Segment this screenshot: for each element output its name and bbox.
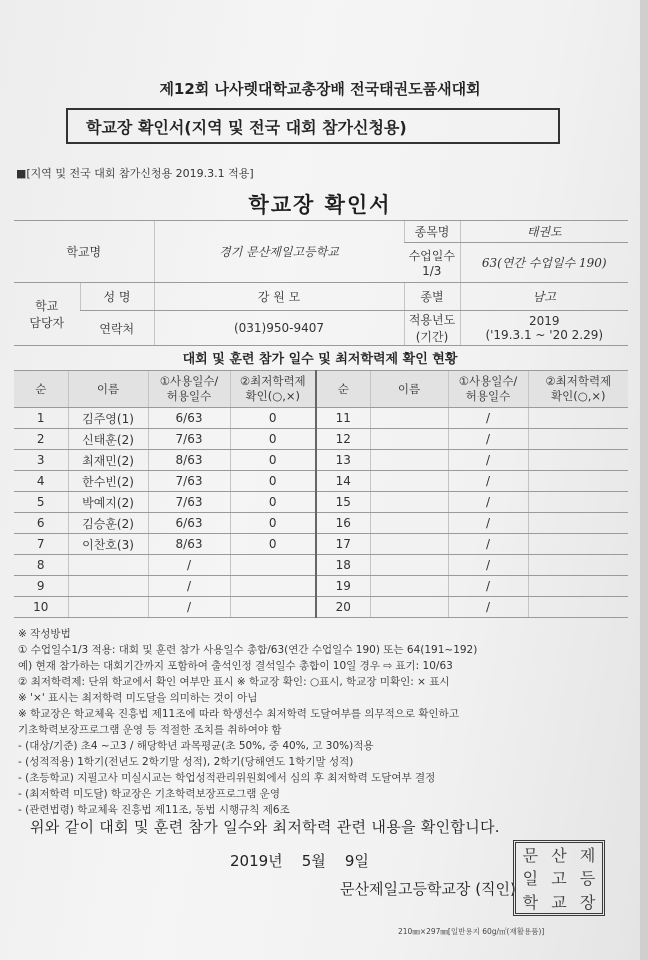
row-no-right: 11 <box>316 408 370 429</box>
school-value: 경기 문산제일고등학교 <box>154 221 404 283</box>
contest-title: 제12회 나사렛대학교총장배 전국태권도품새대회 <box>159 80 481 98</box>
contact-value: (031)950-9407 <box>154 311 404 346</box>
name-label: 성 명 <box>80 283 154 311</box>
contact-label: 연락처 <box>80 311 154 346</box>
date-day: 9일 <box>344 852 369 870</box>
seal-char: 교 <box>551 892 567 912</box>
row-no: 5 <box>14 492 68 513</box>
gender-label: 종별 <box>404 283 460 311</box>
row-name-right <box>370 534 448 555</box>
table-row <box>14 471 628 492</box>
year-label <box>404 311 460 346</box>
row-days-right: / <box>448 408 528 429</box>
table-row <box>14 576 628 597</box>
event-value: 태권도 <box>460 221 628 243</box>
row-name-right <box>370 408 448 429</box>
participants-table <box>14 370 628 618</box>
row-days-right: / <box>448 597 528 618</box>
row-no-right: 12 <box>316 429 370 450</box>
row-days: 7/63 <box>148 492 230 513</box>
row-academic-right <box>528 492 628 513</box>
row-no: 8 <box>14 555 68 576</box>
boxed-title <box>66 108 560 144</box>
principal-signature <box>340 878 516 899</box>
row-days-right: / <box>448 534 528 555</box>
col-days-right-line1: ①사용일수/ <box>458 374 518 388</box>
row-days-right: / <box>448 513 528 534</box>
days-label <box>404 243 460 283</box>
year-value <box>460 311 628 346</box>
col-days-right <box>448 371 528 408</box>
note-line: ① 수업일수1/3 적용: 대회 및 훈련 참가 사용일수 총합/63(연간 수업일수 190) 또는 64(191~192) <box>18 644 478 656</box>
row-no: 4 <box>14 471 68 492</box>
page-edge-shadow <box>640 0 648 960</box>
note-line: ※ '×' 표시는 최저학력 미도달을 의미하는 것이 아님 <box>18 692 258 704</box>
row-academic: 0 <box>230 408 316 429</box>
table-row <box>14 429 628 450</box>
row-no: 9 <box>14 576 68 597</box>
row-name: 김주영(1) <box>68 408 148 429</box>
manager-label-line1: 학교 <box>35 299 59 313</box>
row-days: 6/63 <box>148 513 230 534</box>
table-row <box>14 555 628 576</box>
name-value: 강 원 모 <box>154 283 404 311</box>
document-title: 학교장 확인서 <box>248 193 392 217</box>
school-seal-stamp <box>513 840 605 916</box>
row-no: 7 <box>14 534 68 555</box>
paper-size-footer: 210㎜×297㎜[일반용지 60g/㎡(재활용품)] <box>398 927 545 936</box>
row-name: 한수빈(2) <box>68 471 148 492</box>
note-line: ② 최저학력제: 단위 학교에서 확인 여부만 표시 ※ 학교장 확인: ○표시, 학교장 미확인: × 표시 <box>18 676 450 688</box>
note-line: - (관련법령) 학교체육 진흥법 제11조, 동법 시행규칙 제6조 <box>18 804 290 816</box>
school-info-table <box>14 220 628 346</box>
row-no-right: 13 <box>316 450 370 471</box>
seal-char: 산 <box>551 846 567 866</box>
note-line: - (최저학력 미도달) 학교장은 기초학력보장프로그램 운영 <box>18 788 280 800</box>
note-line: 기초학력보장프로그램 운영 등 적절한 조치를 취하여야 함 <box>18 724 282 736</box>
seal-char: 제 <box>579 846 596 866</box>
year-value-line2: ('19.3.1 ~ '20 2.29) <box>485 328 604 342</box>
form-reference: ■[지역 및 전국 대회 참가신청용 2019.3.1 적용] <box>16 167 254 180</box>
row-academic-right <box>528 576 628 597</box>
principal-suffix: (직인) <box>475 880 516 898</box>
row-no: 2 <box>14 429 68 450</box>
table-row <box>14 534 628 555</box>
row-academic: 0 <box>230 513 316 534</box>
row-academic: 0 <box>230 534 316 555</box>
row-name-right <box>370 492 448 513</box>
date-month: 5월 <box>301 852 326 870</box>
school-label: 학교명 <box>14 221 154 283</box>
row-days: 7/63 <box>148 471 230 492</box>
confirmation-statement: 위와 같이 대회 및 훈련 참가 일수와 최저학력 관련 내용을 확인합니다. <box>30 818 500 836</box>
col-no-right: 순 <box>316 371 370 408</box>
row-days: 8/63 <box>148 534 230 555</box>
row-academic-right <box>528 450 628 471</box>
manager-label-line2: 담당자 <box>29 316 65 330</box>
row-days: 7/63 <box>148 429 230 450</box>
event-label: 종목명 <box>404 221 460 243</box>
row-academic: 0 <box>230 429 316 450</box>
col-academic-right-line1: ②최저학력제 <box>545 374 612 388</box>
row-name-right <box>370 450 448 471</box>
row-no: 10 <box>14 597 68 618</box>
table-row <box>14 450 628 471</box>
row-no-right: 17 <box>316 534 370 555</box>
row-name-right <box>370 597 448 618</box>
row-academic <box>230 555 316 576</box>
col-name: 이름 <box>68 371 148 408</box>
row-days: 6/63 <box>148 408 230 429</box>
table-row <box>14 597 628 618</box>
gender-value: 남고 <box>460 283 628 311</box>
row-days: / <box>148 576 230 597</box>
row-academic-right <box>528 534 628 555</box>
principal-name: 문산제일고등학교장 <box>340 880 471 898</box>
col-name-right: 이름 <box>370 371 448 408</box>
days-label-line1: 수업일수 <box>408 249 455 263</box>
year-label-line2: (기간) <box>415 330 449 344</box>
row-days-right: / <box>448 492 528 513</box>
row-academic-right <box>528 429 628 450</box>
row-no-right: 18 <box>316 555 370 576</box>
row-days-right: / <box>448 450 528 471</box>
row-name: 김승훈(2) <box>68 513 148 534</box>
note-line: 예) 현재 참가하는 대회기간까지 포함하여 출석인정 결석일수 총합이 10일 경우 ⇨ 표기: 10/63 <box>18 660 453 672</box>
row-no-right: 20 <box>316 597 370 618</box>
row-no-right: 15 <box>316 492 370 513</box>
col-days-line1: ①사용일수/ <box>159 374 219 388</box>
table-row <box>14 513 628 534</box>
col-days-right-line2: 허용일수 <box>465 389 511 403</box>
manager-label <box>14 283 80 346</box>
row-academic <box>230 597 316 618</box>
note-line: - (대상/기준) 초4 ~고3 / 해당학년 과목평균(초 50%, 중 40%, 고 30%)적용 <box>18 740 374 752</box>
row-name-right <box>370 429 448 450</box>
row-name: 신태훈(2) <box>68 429 148 450</box>
row-academic-right <box>528 555 628 576</box>
row-days-right: / <box>448 555 528 576</box>
seal-char: 고 <box>551 869 567 889</box>
col-days-line2: 허용일수 <box>166 389 212 403</box>
row-academic-right <box>528 471 628 492</box>
section-title: 대회 및 훈련 참가 일수 및 최저학력제 확인 현황 <box>182 352 458 367</box>
col-days <box>148 371 230 408</box>
year-label-line1: 적용년도 <box>408 313 456 327</box>
row-academic: 0 <box>230 450 316 471</box>
row-no-right: 19 <box>316 576 370 597</box>
seal-char: 학 <box>522 892 539 912</box>
row-name-right <box>370 513 448 534</box>
days-label-line2: 1/3 <box>422 264 442 278</box>
col-academic-line1: ②최저학력제 <box>239 374 306 388</box>
row-name: 이찬호(3) <box>68 534 148 555</box>
notes-heading: ※ 작성방법 <box>18 628 71 640</box>
seal-char: 등 <box>579 869 596 889</box>
row-academic: 0 <box>230 471 316 492</box>
row-days-right: / <box>448 471 528 492</box>
row-academic-right <box>528 408 628 429</box>
row-name <box>68 555 148 576</box>
row-no-right: 14 <box>316 471 370 492</box>
row-no: 1 <box>14 408 68 429</box>
col-no: 순 <box>14 371 68 408</box>
row-days: / <box>148 597 230 618</box>
note-line: - (초등학교) 지필고사 미실시교는 학업성적관리위원회에서 심의 후 최저학력 도달여부 결정 <box>18 772 436 784</box>
note-line: - (성적적용) 1학기(전년도 2학기말 성적), 2학기(당해연도 1학기말 성적) <box>18 756 354 768</box>
row-academic: 0 <box>230 492 316 513</box>
col-academic-right <box>528 371 628 408</box>
row-name-right <box>370 471 448 492</box>
row-days: / <box>148 555 230 576</box>
note-line: ※ 학교장은 학교체육 진흥법 제11조에 따라 학생선수 최저학력 도달여부를 의무적으로 확인하고 <box>18 708 459 720</box>
col-academic <box>230 371 316 408</box>
row-no: 3 <box>14 450 68 471</box>
row-days-right: / <box>448 429 528 450</box>
row-academic <box>230 576 316 597</box>
col-academic-line2: 확인(○,×) <box>245 389 301 403</box>
col-academic-right-line2: 확인(○,×) <box>550 389 606 403</box>
year-value-line1: 2019 <box>528 314 560 328</box>
row-days-right: / <box>448 576 528 597</box>
seal-char: 일 <box>522 869 539 889</box>
days-value: 63(연간 수업일수 190) <box>460 243 628 283</box>
row-name-right <box>370 555 448 576</box>
row-name: 박예지(2) <box>68 492 148 513</box>
row-days: 8/63 <box>148 450 230 471</box>
row-name <box>68 597 148 618</box>
issue-date <box>230 850 369 871</box>
table-row <box>14 408 628 429</box>
row-no-right: 16 <box>316 513 370 534</box>
table-row <box>14 492 628 513</box>
seal-char: 장 <box>579 892 596 912</box>
row-no: 6 <box>14 513 68 534</box>
boxed-title-text: 학교장 확인서(지역 및 전국 대회 참가신청용) <box>86 117 407 137</box>
row-name <box>68 576 148 597</box>
row-academic-right <box>528 513 628 534</box>
row-name-right <box>370 576 448 597</box>
row-academic-right <box>528 597 628 618</box>
row-name: 최재민(2) <box>68 450 148 471</box>
date-year: 2019년 <box>230 852 283 870</box>
seal-char: 문 <box>522 846 539 866</box>
